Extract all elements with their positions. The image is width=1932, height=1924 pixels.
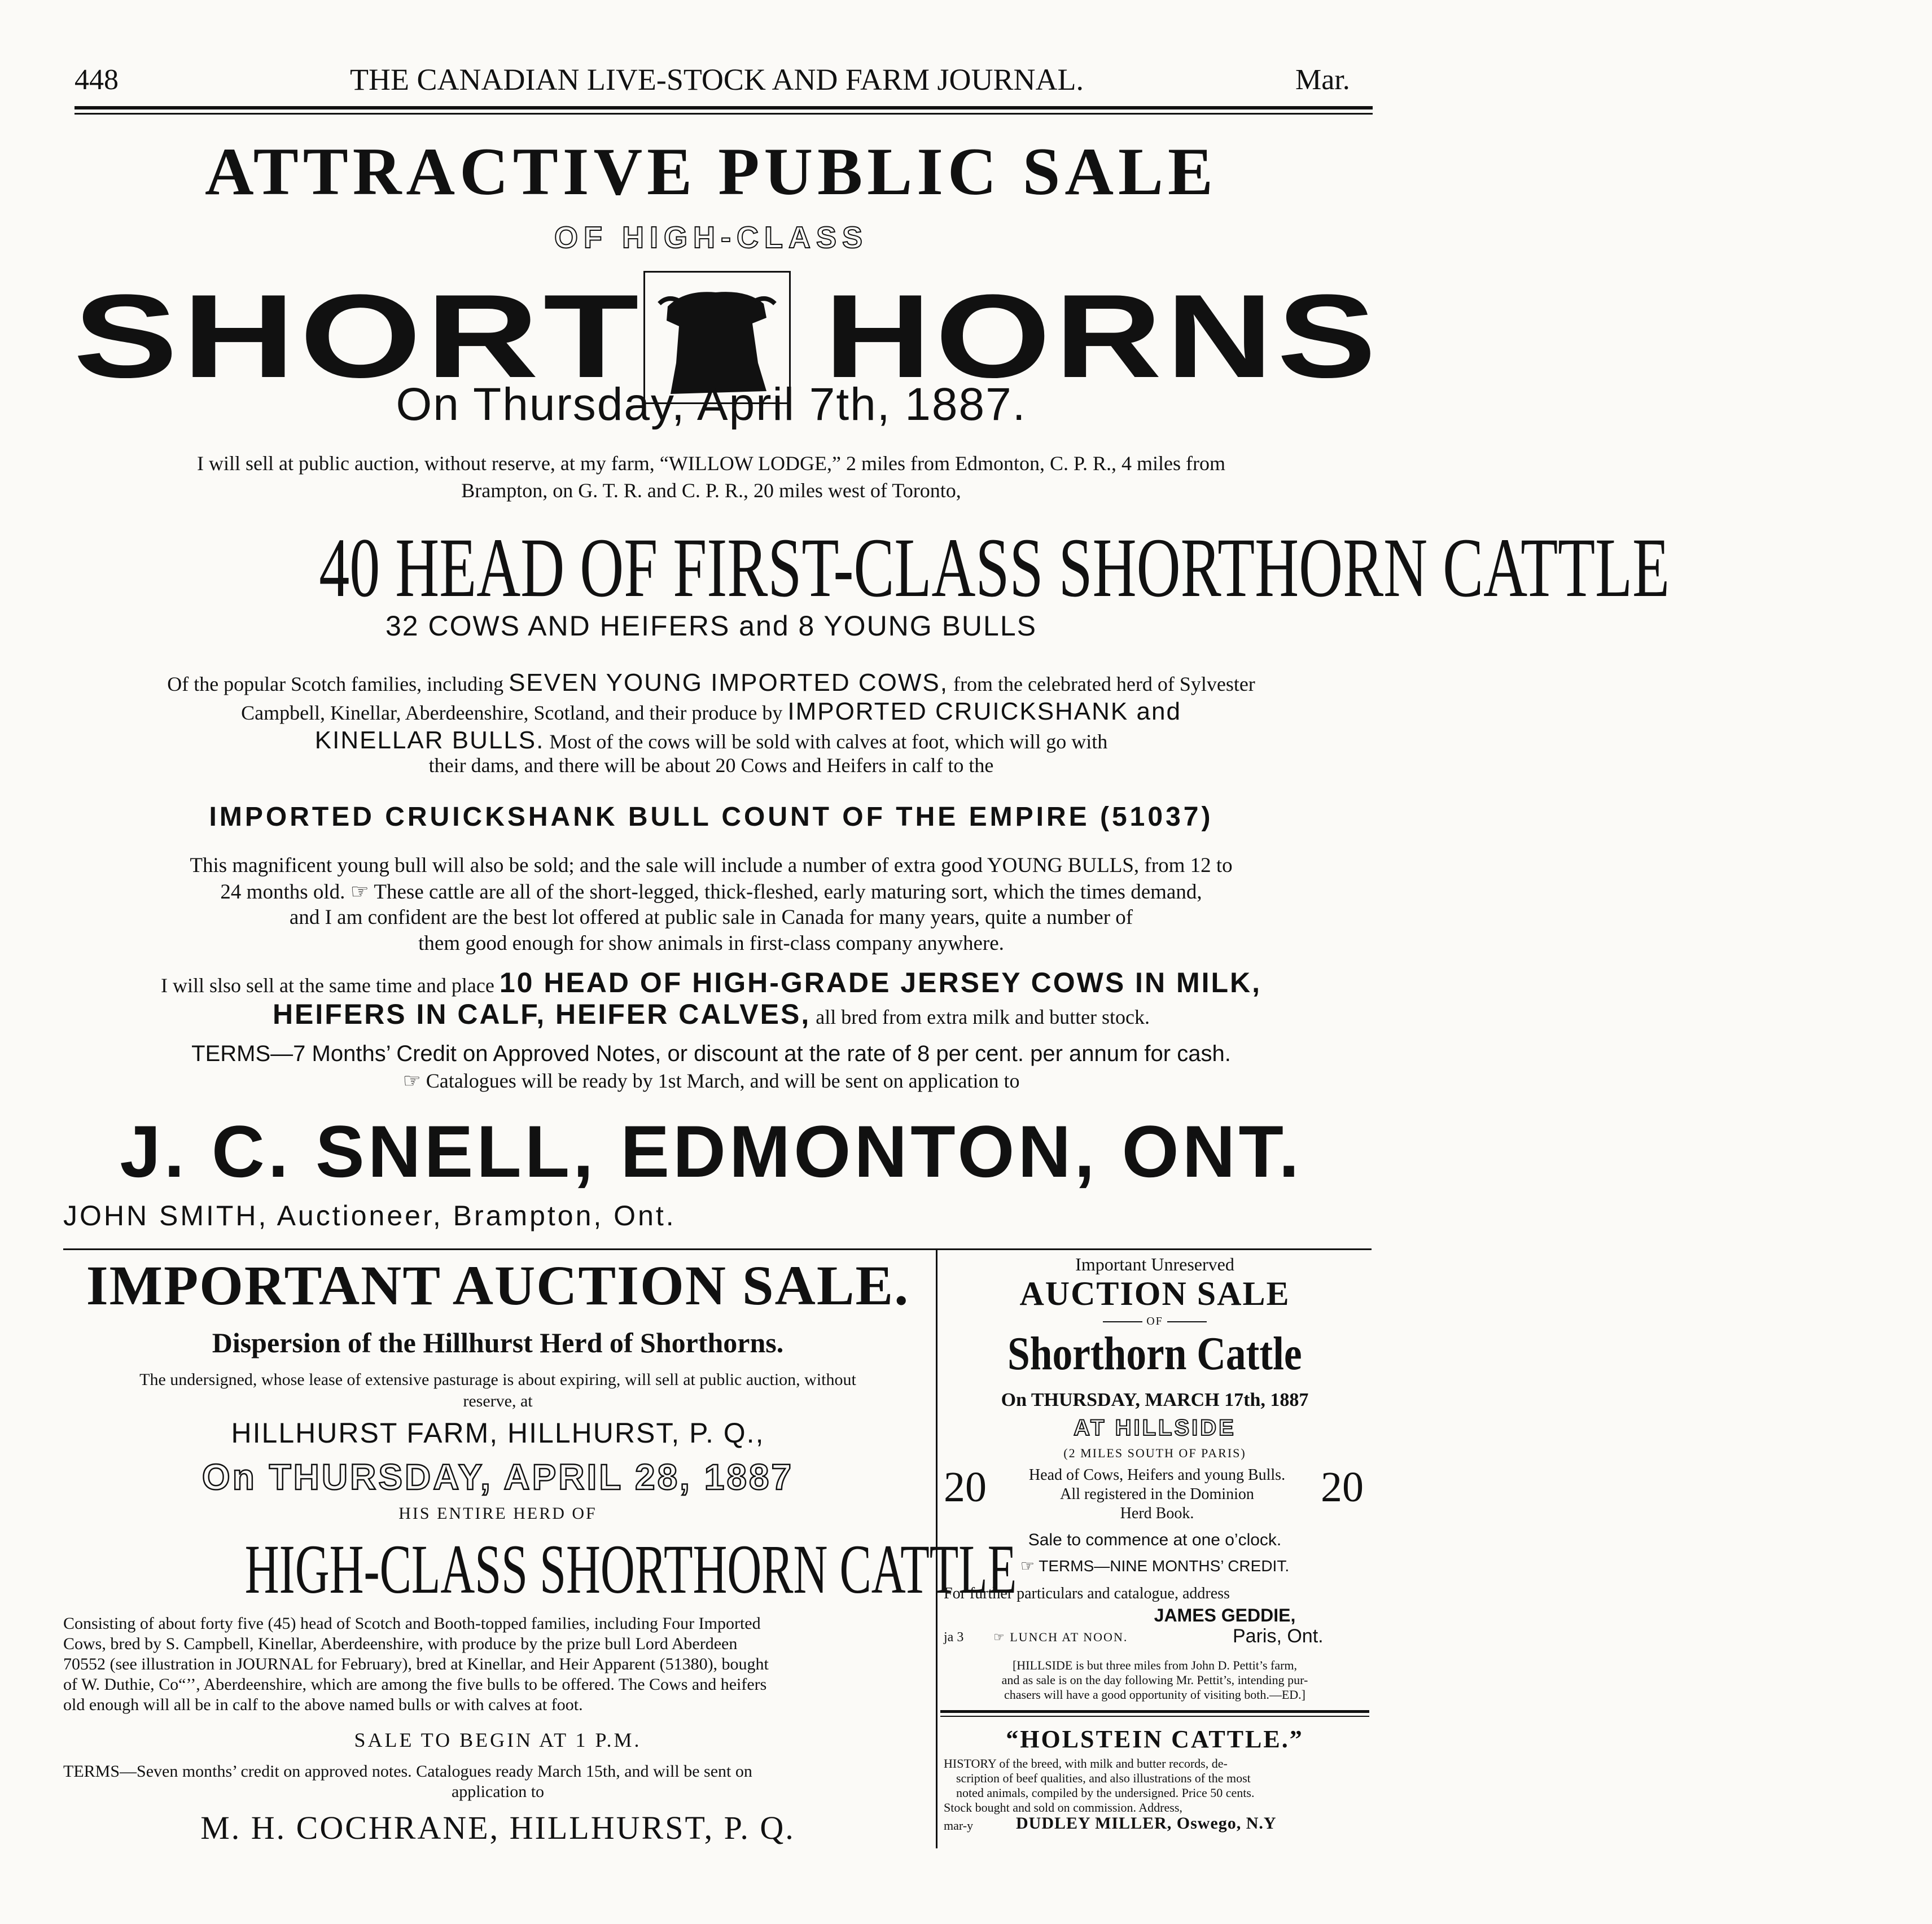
right-ad-head-3: Herd Book. xyxy=(1120,1505,1194,1522)
holstein-line-3: noted animals, compiled by the undersigned. Price 50 cents. xyxy=(956,1786,1255,1800)
left-ad-advertiser: M. H. COCHRANE, HILLHURST, P. Q. xyxy=(200,1809,795,1846)
left-ad-desc-1: Consisting of about forty five (45) head of Scotch and Booth-topped families, including Four Imported xyxy=(63,1614,761,1633)
holstein-line-4: Stock bought and sold on commission. Address, xyxy=(944,1800,1182,1815)
right-ad-rule-thick xyxy=(940,1710,1369,1713)
left-ad-desc-3: 70552 (see illustration in JOURNAL for February), bred at Kinellar, and Heir Apparent (51380), bought xyxy=(63,1655,769,1673)
main-terms: TERMS—7 Months’ Credit on Approved Notes, or discount at the rate of 8 per cent. per annum for cash. xyxy=(191,1041,1231,1066)
holstein-title: “HOLSTEIN CATTLE.” xyxy=(1006,1725,1304,1753)
main-intro-line-1: I will sell at public auction, without reserve, at my farm, “WILLOW LODGE,” 2 miles from Edmonton, C. P. R., 4 miles from xyxy=(197,452,1225,475)
right-ad-note-1: [HILLSIDE is but three miles from John D. Pettit’s farm, xyxy=(1012,1658,1298,1672)
imported-bull-heading: IMPORTED CRUICKSHANK BULL COUNT OF THE EMPIRE (51037) xyxy=(209,802,1213,832)
main-head-count: 40 HEAD OF FIRST-CLASS SHORTHORN CATTLE xyxy=(319,521,1670,615)
left-ad-desc-4: of W. Duthie, Co“’’, Aberdeenshire, which are among the five bulls to be offered. The Cows and heifers xyxy=(63,1675,767,1694)
issue-month: Mar. xyxy=(1295,64,1350,96)
left-ad-desc-2: Cows, bred by S. Campbell, Kinellar, Aberdeenshire, with produce by the prize bull Lord Aberdeen xyxy=(63,1634,738,1653)
short-word: SHORT xyxy=(73,270,643,402)
right-ad-name: JAMES GEDDIE, xyxy=(1154,1605,1296,1625)
right-ad-rule-thin xyxy=(940,1716,1369,1717)
main-ad-of-line: OF HIGH-CLASS xyxy=(554,221,868,255)
right-ad-note-3: chasers will have a good opportunity of visiting both.—ED.] xyxy=(1004,1688,1306,1702)
left-ad-desc-5: old enough will all be in calf to the above named bulls or with calves at foot. xyxy=(63,1695,583,1714)
right-ad-date: On THURSDAY, MARCH 17th, 1887 xyxy=(1001,1390,1309,1410)
header-rule-thick xyxy=(75,106,1373,109)
right-ad-terms: ☞ TERMS—NINE MONTHS’ CREDIT. xyxy=(1020,1557,1290,1575)
horns-word: HORNS xyxy=(824,270,1381,402)
jersey-line-2: HEIFERS IN CALF, HEIFER CALVES, all bred from extra milk and butter stock. xyxy=(272,998,1150,1030)
main-families-line-4: their dams, and there will be about 20 Cows and Heifers in calf to the xyxy=(428,754,994,777)
main-cows-bulls: 32 COWS AND HEIFERS and 8 YOUNG BULLS xyxy=(385,610,1037,642)
main-ad-title: ATTRACTIVE PUBLIC SALE xyxy=(204,134,1218,209)
main-auctioneer: JOHN SMITH, Auctioneer, Brampton, Ont. xyxy=(63,1200,676,1231)
right-ad-town: Paris, Ont. xyxy=(1233,1625,1324,1647)
holstein-line-2: scription of beef qualities, and also illustrations of the most xyxy=(956,1771,1251,1785)
left-ad-cattle: HIGH-CLASS SHORTHORN CATTLE xyxy=(244,1531,1017,1608)
right-ad-of: OF xyxy=(940,1315,1369,1328)
section-rule xyxy=(63,1248,1372,1250)
right-ad-head-1: Head of Cows, Heifers and young Bulls. xyxy=(1028,1466,1286,1484)
right-ad-lunch: ☞ LUNCH AT NOON. xyxy=(993,1630,1128,1644)
left-ad-subtitle: Dispersion of the Hillhurst Herd of Shorthorns. xyxy=(212,1327,784,1358)
left-ad-title: IMPORTANT AUCTION SALE. xyxy=(86,1254,910,1317)
main-families-line-3: KINELLAR BULLS. Most of the cows will be sold with calves at foot, which will go with xyxy=(314,726,1108,754)
right-ad-place: AT HILLSIDE xyxy=(1074,1415,1236,1440)
main-sale-date: On Thursday, April 7th, 1887. xyxy=(396,379,1027,430)
left-ad-terms-1: TERMS—Seven months’ credit on approved notes. Catalogues ready March 15th, and will be sent on xyxy=(63,1762,752,1781)
left-ad-date: On THURSDAY, APRIL 28, 1887 xyxy=(201,1457,794,1497)
journal-title: THE CANADIAN LIVE-STOCK AND FARM JOURNAL. xyxy=(349,63,1084,97)
left-ad-terms-2: application to xyxy=(451,1782,545,1801)
main-families-line-2: Campbell, Kinellar, Aberdeenshire, Scotland, and their produce by IMPORTED CRUICKSHANK and xyxy=(241,698,1181,725)
left-ad-sale-time: SALE TO BEGIN AT 1 P.M. xyxy=(354,1729,642,1751)
right-ad-title: AUCTION SALE xyxy=(1019,1275,1290,1312)
left-ad-intro-2: reserve, at xyxy=(463,1392,533,1410)
left-ad-intro-1: The undersigned, whose lease of extensive pasturage is about expiring, will sell at public auction, without xyxy=(139,1370,856,1389)
left-ad-his-herd: HIS ENTIRE HERD OF xyxy=(398,1504,597,1523)
right-ad-count-right: 20 xyxy=(1321,1463,1364,1511)
bull-desc-line-1: This magnificent young bull will also be sold; and the sale will include a number of extra good YOUNG BULLS, from 12 to xyxy=(190,854,1233,877)
right-ad-south-of: (2 MILES SOUTH OF PARIS) xyxy=(1063,1446,1246,1460)
main-advertiser: J. C. SNELL, EDMONTON, ONT. xyxy=(120,1110,1303,1193)
bull-desc-line-3: and I am confident are the best lot offered at public sale in Canada for many years, quite a number of xyxy=(289,906,1133,929)
right-ad-commence: Sale to commence at one o’clock. xyxy=(1028,1531,1282,1549)
holstein-advertiser: DUDLEY MILLER, Oswego, N.Y xyxy=(1016,1814,1277,1833)
main-intro-line-2: Brampton, on G. T. R. and C. P. R., 20 miles west of Toronto, xyxy=(461,479,961,502)
right-ad-pre-title: Important Unreserved xyxy=(1075,1254,1234,1274)
right-ad-count-left: 20 xyxy=(944,1463,987,1511)
left-ad-farm: HILLHURST FARM, HILLHURST, P. Q., xyxy=(231,1417,765,1449)
bull-desc-line-2: 24 months old. ☞ These cattle are all of the short-legged, thick-fleshed, early maturing sort, which the times demand, xyxy=(220,880,1202,904)
jersey-line-1: I will slso sell at the same time and place 10 HEAD OF HIGH-GRADE JERSEY COWS IN MILK, xyxy=(160,967,1262,998)
right-ad-code: ja 3 xyxy=(944,1630,964,1645)
main-families-line-1: Of the popular Scotch families, including SEVEN YOUNG IMPORTED COWS, from the celebrated herd of Sylvester xyxy=(167,669,1255,696)
bull-desc-line-4: them good enough for show animals in first-class company anywhere. xyxy=(418,932,1004,955)
page-number: 448 xyxy=(75,64,119,96)
header-rule-thin xyxy=(75,113,1373,115)
holstein-code: mar-y xyxy=(944,1818,974,1833)
holstein-line-1: HISTORY of the breed, with milk and butter records, de- xyxy=(944,1756,1228,1770)
right-ad-head-2: All registered in the Dominion xyxy=(1060,1485,1254,1503)
main-catalogues: ☞ Catalogues will be ready by 1st March, and will be sent on application to xyxy=(402,1070,1020,1092)
right-ad-note-2: and as sale is on the day following Mr. Pettit’s, intending pur- xyxy=(1001,1673,1308,1687)
right-ad-further: For further particulars and catalogue, address xyxy=(944,1585,1230,1602)
right-ad-cattle: Shorthorn Cattle xyxy=(1007,1327,1302,1380)
